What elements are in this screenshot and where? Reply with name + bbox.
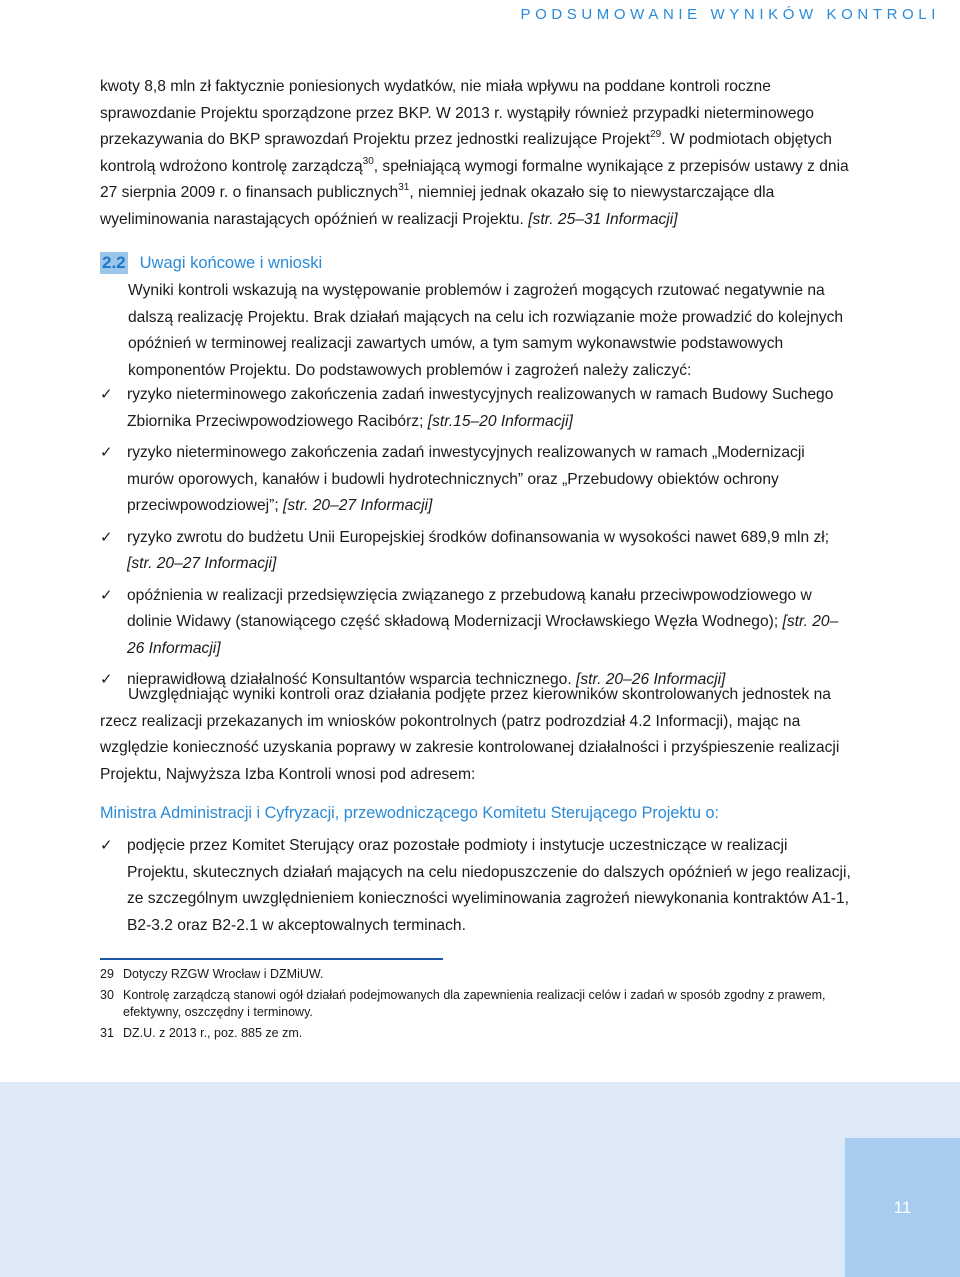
running-header: PODSUMOWANIE WYNIKÓW KONTROLI <box>520 6 940 23</box>
checkmark-icon: ✓ <box>100 837 113 854</box>
footnote-divider <box>100 958 443 960</box>
intro-text-4: , niemniej jednak okazało się to niewystarczające dla wyeliminowania narastających opóźnień w realizacji Projektu. <box>100 184 775 228</box>
checkmark-icon: ✓ <box>100 671 113 688</box>
section-intro-text: Wyniki kontroli wskazują na występowanie problemów i zagrożeń mogących rzutować negatywnie na dalszą realizację Projektu. Brak działań mających na celu ich rozwiązanie może prowadzić do kolejnych opóźnień w terminowej realizacji zawartych umów, a tym samym wykonawstwie podstawowych komponentów Projektu. Do podstawowych problemów i zagrożeń należy zaliczyć: <box>128 282 844 379</box>
risk-reference: [str. 20–26 Informacji] <box>576 671 726 688</box>
addressee-heading: Ministra Administracji i Cyfryzacji, przewodniczącego Komitetu Sterującego Projektu o: <box>100 804 719 822</box>
intro-paragraph <box>100 74 852 233</box>
risk-text: ryzyko nieterminowego zakończenia zadań inwestycyjnych realizowanych w ramach Budowy Suchego Zbiornika Przeciwpowodziowego Racibórz; <box>127 386 834 430</box>
footnote-number: 31 <box>100 1026 114 1040</box>
checkmark-icon: ✓ <box>100 586 113 604</box>
page-number-box <box>845 1138 960 1277</box>
list-item <box>100 382 852 435</box>
footnote <box>100 1025 852 1042</box>
footnote <box>100 987 852 1021</box>
footnote-number: 30 <box>100 988 114 1002</box>
footnote-text: Kontrolę zarządczą stanowi ogół działań podejmowanych dla zapewnienia realizacji celów i zadań w sposób zgodny z prawem, efektywny, oszczędny i terminowy. <box>123 988 826 1019</box>
risk-reference: [str. 20–27 Informacji] <box>283 497 433 514</box>
page-number: 11 <box>893 1197 912 1217</box>
risk-reference: [str. 20–26 Informacji] <box>127 613 839 657</box>
checkmark-icon: ✓ <box>100 528 113 546</box>
footnote-text: Dotyczy RZGW Wrocław i DZMiUW. <box>123 967 324 981</box>
intro-text-1: kwoty 8,8 mln zł faktycznie poniesionych wydatków, nie miała wpływu na poddane kontroli roczne sprawozdanie Projektu sporządzone przez BKP. W 2013 r. wystąpiły również przypadki nieterminowego przekazywania do BKP sprawozdań Projektu przez jednostki realizujące Projekt <box>100 78 814 148</box>
risk-text: ryzyko zwrotu do budżetu Unii Europejskiej środków dofinansowania w wysokości nawet 689,9 mln zł; <box>127 528 830 546</box>
list-item <box>100 833 852 939</box>
footnote-ref-31: 31 <box>398 182 410 193</box>
section-number: 2.2 <box>102 253 126 272</box>
requests-list <box>100 833 852 939</box>
list-item <box>100 440 852 520</box>
risk-reference: [str.15–20 Informacji] <box>427 412 573 430</box>
conclusion-text: Uwzględniając wyniki kontroli oraz działania podjęte przez kierowników skontrolowanych jednostek na rzecz realizacji przekazanych im wniosków pokontrolnych (patrz podrozdział 4.2 Informacji), mając na względzie konieczność uzyskania poprawy w zakresie kontrolowanej działalności i przyśpieszenie realizacji Projektu, Najwyższa Izba Kontroli wnosi pod adresem: <box>100 686 840 783</box>
footnote-ref-29: 29 <box>650 129 662 140</box>
conclusion-paragraph <box>100 682 852 788</box>
footnote-ref-30: 30 <box>362 155 374 167</box>
risk-reference: [str. 20–27 Informacji] <box>127 555 277 572</box>
checkmark-icon: ✓ <box>100 444 113 461</box>
checkmark-icon: ✓ <box>100 386 113 403</box>
list-item <box>100 525 852 578</box>
list-item <box>100 583 852 663</box>
intro-text-3: , spełniającą wymogi formalne wynikające z przepisów ustawy z dnia 27 sierpnia 2009 r. o finansach publicznych <box>100 157 849 201</box>
risks-list <box>100 382 852 694</box>
intro-text-2: . W podmiotach objętych kontrolą wdrożono kontrolę zarządczą <box>100 131 832 175</box>
footer-band <box>0 1082 960 1277</box>
risk-text: ryzyko nieterminowego zakończenia zadań inwestycyjnych realizowanych w ramach „Modernizacji murów oporowych, kanałów i budowli hydrotechnicznych” oraz „Przebudowy obiektów ochrony przeciwpowodziowej”; <box>127 444 805 514</box>
footnote-text: DZ.U. z 2013 r., poz. 885 ze zm. <box>123 1026 303 1040</box>
intro-reference: [str. 25–31 Informacji] <box>528 210 678 228</box>
risk-text: nieprawidłową działalność Konsultantów wsparcia technicznego. <box>127 671 577 688</box>
footnote-number: 29 <box>100 967 114 981</box>
section-intro <box>128 278 852 384</box>
risk-text: opóźnienia w realizacji przedsięwzięcia związanego z przebudową kanału przeciwpowodziowego w dolinie Widawy (stanowiącego część składową Modernizacji Wrocławskiego Węzła Wodnego); <box>127 586 812 630</box>
request-text: podjęcie przez Komitet Sterujący oraz pozostałe podmioty i instytucje uczestniczące w realizacji Projektu, skutecznych działań mających na celu niedopuszczenie do dalszych opóźnień w jego realizacji, ze szczególnym uwzględnieniem konieczności wyeliminowania zagrożeń niewykonania kontraktów A1-1, B2-3.2 oraz B2-2.1 w akceptowalnych terminach. <box>127 837 851 934</box>
footnote <box>100 966 852 983</box>
section-title: Uwagi końcowe i wnioski <box>139 253 323 272</box>
section-heading <box>100 250 322 276</box>
